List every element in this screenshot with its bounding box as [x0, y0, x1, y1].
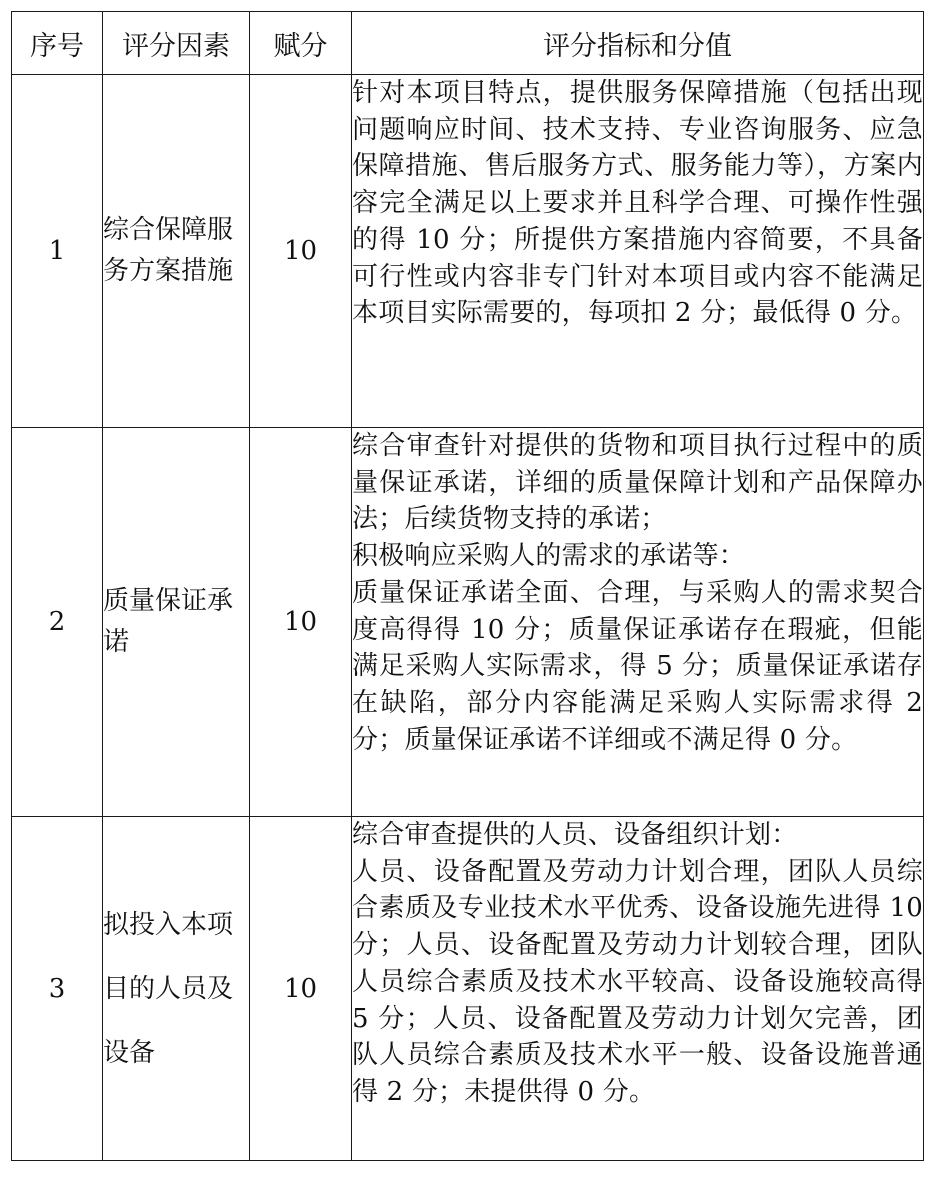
header-factor: 评分因素 [103, 12, 250, 75]
row-score: 10 [250, 75, 352, 428]
header-criteria: 评分指标和分值 [352, 12, 924, 75]
row-factor: 拟投入本项目的人员及设备 [103, 817, 250, 1161]
header-seq: 序号 [12, 12, 103, 75]
scoring-table [11, 11, 924, 1161]
row-criteria: 综合审查针对提供的货物和项目执行过程中的质量保证承诺，详细的质量保障计划和产品保障办法；后续货物支持的承诺； 积极响应采购人的需求的承诺等： 质量保证承诺全面、合理，与采购人的需求契合度高得得 10 分；质量保证承诺存在瑕疵，但能满足采购人实际需求，得 5 分；质量保证承诺存在缺陷，部分内容能满足采购人实际需求得 2 分；质量保证承诺不详细或不满足得 0 分。 [352, 428, 924, 817]
table-header-row [12, 12, 924, 75]
row-criteria: 针对本项目特点，提供服务保障措施（包括出现问题响应时间、技术支持、专业咨询服务、应急保障措施、售后服务方式、服务能力等），方案内容完全满足以上要求并且科学合理、可操作性强的得 10 分；所提供方案措施内容简要，不具备可行性或内容非专门针对本项目或内容不能满足本项目实际需要的，每项扣 2 分；最低得 0 分。 [352, 75, 924, 428]
row-score: 10 [250, 428, 352, 817]
row-seq: 2 [12, 428, 103, 817]
row-criteria: 综合审查提供的人员、设备组织计划： 人员、设备配置及劳动力计划合理，团队人员综合素质及专业技术水平优秀、设备设施先进得 10 分；人员、设备配置及劳动力计划较合理，团队人员综合素质及技术水平较高、设备设施较高得 5 分；人员、设备配置及劳动力计划欠完善，团队人员综合素质及技术水平一般、设备设施普通得 2 分；未提供得 0 分。 [352, 817, 924, 1161]
row-factor: 质量保证承诺 [103, 428, 250, 817]
table-row [12, 75, 924, 428]
table-row [12, 817, 924, 1161]
table-row [12, 428, 924, 817]
row-seq: 1 [12, 75, 103, 428]
row-seq: 3 [12, 817, 103, 1161]
row-factor: 综合保障服务方案措施 [103, 75, 250, 428]
header-score: 赋分 [250, 12, 352, 75]
row-score: 10 [250, 817, 352, 1161]
